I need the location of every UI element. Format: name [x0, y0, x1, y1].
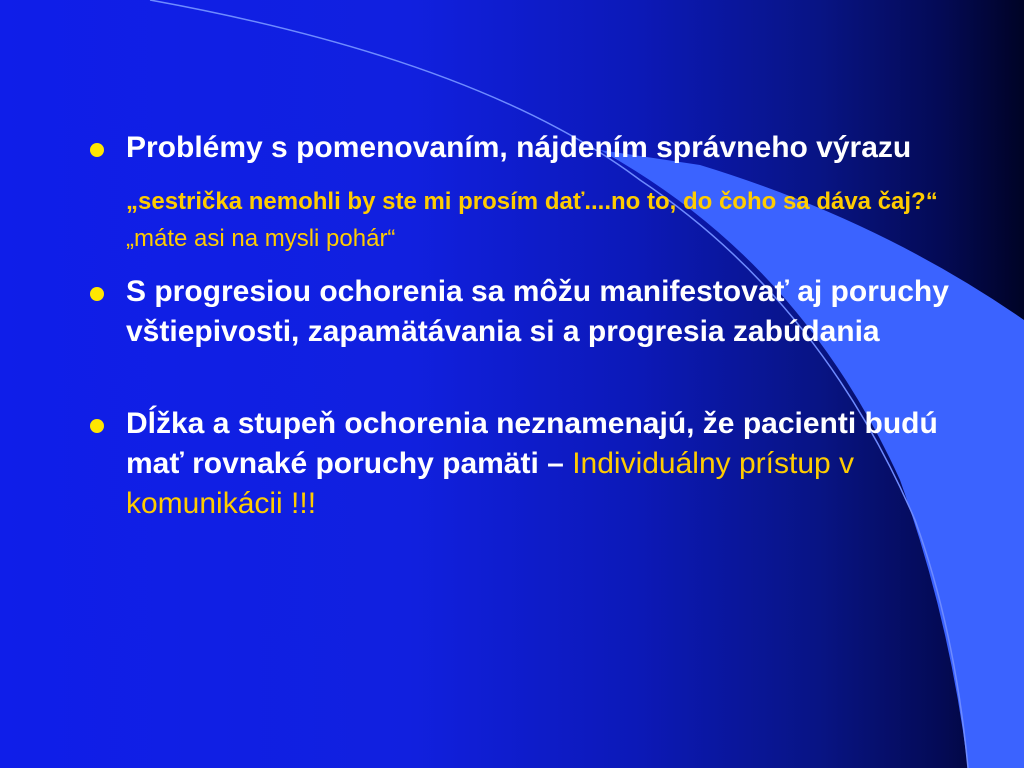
- bullet-item-naming: [84, 128, 964, 168]
- bullet-icon: [90, 287, 104, 301]
- bullet-text: S progresiou ochorenia sa môžu manifestovať aj poruchy vštiepivosti, zapamätávania si a progresia zabúdania: [126, 275, 949, 348]
- highlight-text: Individuálny prístup v komunikácii !!!: [126, 447, 855, 520]
- bullet-icon: [90, 419, 104, 433]
- bullet-icon: [90, 143, 104, 157]
- bullet-item-progression: [84, 272, 964, 352]
- quote-example: „sestrička nemohli by ste mi prosím dať....no to, do čoho sa dáva čaj?“: [126, 188, 938, 215]
- quote-response: „máte asi na mysli pohár“: [126, 225, 396, 252]
- bullet-text: Problémy s pomenovaním, nájdením správneho výrazu: [126, 131, 912, 164]
- bullet-text: Dĺžka a stupeň ochorenia neznamenajú, že pacienti budú mať rovnaké poruchy pamäti –: [126, 407, 938, 480]
- slide-content: [84, 128, 964, 524]
- bullet-item-duration: [84, 404, 964, 524]
